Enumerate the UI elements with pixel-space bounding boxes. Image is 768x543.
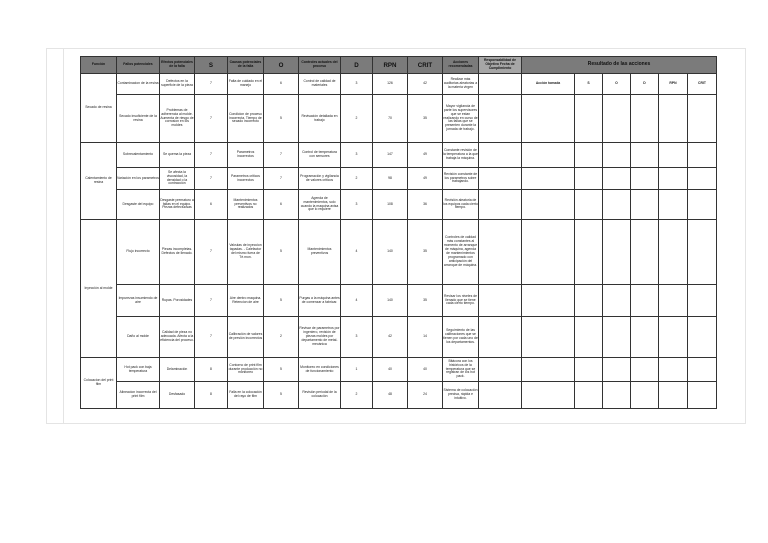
control-cell: Purgas a la máquina antes de comenzar a fabricar. [299, 285, 341, 317]
control-cell: Revisión periodal de la colocación [299, 382, 341, 409]
s-cell: 7 [195, 74, 228, 95]
rpn-cell: 108 [373, 190, 408, 220]
control-cell: Control de temperatura con sensores [299, 143, 341, 168]
accion-cell: Seguimiento de las calibraciones que se tienen por cada uno de los departamentos. [443, 317, 479, 358]
o-cell: 5 [264, 382, 299, 409]
header-fallos: Fallos potenciales [117, 57, 160, 74]
causa-cell: Falla en la colocación del rayo de film [228, 382, 264, 409]
funcion-cell: Inyección al molde [81, 220, 117, 358]
responsabilidad-cell [479, 317, 522, 358]
s-cell: 7 [195, 143, 228, 168]
control-cell: Revisación detallada en trabajo [299, 95, 341, 143]
s-cell: 6 [195, 190, 228, 220]
result-rpn-cell: RPN [659, 74, 688, 95]
result-cell [659, 168, 688, 190]
efecto-cell: Se quema la pieza [160, 143, 195, 168]
fallo-cell: Alineacion incorrecta del print film [117, 382, 160, 409]
accion-tomada-cell: Acción tomada [522, 74, 575, 95]
d-cell: 2 [341, 382, 373, 409]
responsabilidad-cell [479, 220, 522, 285]
result-cell [688, 285, 717, 317]
result-cell [631, 382, 659, 409]
result-cell [631, 95, 659, 143]
s-cell: 7 [195, 220, 228, 285]
result-cell [575, 285, 603, 317]
funcion-cell: Colocacion del print film [81, 358, 117, 409]
gridline [745, 48, 746, 424]
causa-cell: Aire dentro maquina. Retencion de aire [228, 285, 264, 317]
causa-cell: Valvulas de inyeccion tapadas. - Calefactor del mismo fuera de Té.mon. [228, 220, 264, 285]
result-cell [522, 358, 575, 382]
header-responsabilidad: Responsabilidad de Objetivo Fecha de Cumplimiento [479, 57, 522, 74]
result-cell [659, 382, 688, 409]
crit-cell: 35 [408, 95, 443, 143]
o-cell: 2 [264, 317, 299, 358]
result-cell [631, 220, 659, 285]
accion-cell: Realizar más auditorias aleatorias a la materia virgen [443, 74, 479, 95]
result-cell [659, 220, 688, 285]
d-cell: 4 [341, 285, 373, 317]
header-o: O [264, 57, 299, 74]
result-cell [631, 317, 659, 358]
rpn-cell: 140 [373, 220, 408, 285]
o-cell: 5 [264, 285, 299, 317]
fallo-cell: Flujo incorrecto [117, 220, 160, 285]
fallo-cell: Contaminacion de la resina [117, 74, 160, 95]
result-cell [631, 190, 659, 220]
responsabilidad-cell [479, 382, 522, 409]
result-cell [659, 285, 688, 317]
fallo-cell: Impurezas insumiendo de aire [117, 285, 160, 317]
gridline [46, 423, 746, 424]
result-cell [659, 143, 688, 168]
gridline [46, 48, 746, 49]
crit-cell: 42 [408, 74, 443, 95]
header-controles: Controles actuales del proceso [299, 57, 341, 74]
result-cell [688, 382, 717, 409]
result-cell [522, 317, 575, 358]
d-cell: 2 [341, 168, 373, 190]
result-cell [631, 285, 659, 317]
accion-cell: Revisión aleatoria de los equipos cada cierto tiempo. [443, 190, 479, 220]
crit-cell: 49 [408, 168, 443, 190]
d-cell: 4 [341, 220, 373, 285]
result-cell [603, 143, 631, 168]
o-cell: 5 [264, 95, 299, 143]
s-cell: 8 [195, 382, 228, 409]
s-cell: 8 [195, 358, 228, 382]
result-cell [631, 358, 659, 382]
d-cell: 2 [341, 95, 373, 143]
causa-cell: Calibración de valores de presión incorrectos [228, 317, 264, 358]
result-cell [522, 95, 575, 143]
crit-cell: 49 [408, 143, 443, 168]
crit-cell: 24 [408, 382, 443, 409]
rpn-cell: 126 [373, 74, 408, 95]
result-cell [603, 317, 631, 358]
rpn-cell: 147 [373, 143, 408, 168]
efecto-cell: Piezas incompletas. Defectos de llenado. [160, 220, 195, 285]
header-rpn: RPN [373, 57, 408, 74]
fallo-cell: Variación en los parametros [117, 168, 160, 190]
crit-cell: 36 [408, 190, 443, 220]
result-cell [575, 190, 603, 220]
causa-cell: Mantenimientos preventivos no realizados [228, 190, 264, 220]
efecto-cell: Delaminación [160, 358, 195, 382]
result-cell [631, 168, 659, 190]
accion-cell: Bitácora con los históricos de la temperatura que se registran de los hot pack. [443, 358, 479, 382]
fallo-cell: Daño al molde [117, 317, 160, 358]
header-s: S [195, 57, 228, 74]
result-cell [603, 95, 631, 143]
result-cell [659, 95, 688, 143]
result-cell [575, 382, 603, 409]
d-cell: 3 [341, 143, 373, 168]
o-cell: 5 [264, 220, 299, 285]
rpn-cell: 98 [373, 168, 408, 190]
header-resultado: Resultado de las acciones [522, 57, 717, 74]
causa-cell: Falta de cuidado en el manejo [228, 74, 264, 95]
crit-cell: 35 [408, 285, 443, 317]
s-cell: 7 [195, 95, 228, 143]
d-cell: 1 [341, 358, 373, 382]
result-cell [603, 168, 631, 190]
result-cell [688, 358, 717, 382]
efecto-cell: Desfasado [160, 382, 195, 409]
funcion-cell: Calentamiento de resina [81, 143, 117, 220]
result-cell [688, 168, 717, 190]
accion-cell: Sistema de colocación precisa, rápida e intuitivo. [443, 382, 479, 409]
crit-cell: 40 [408, 358, 443, 382]
result-s-cell: S [575, 74, 603, 95]
efecto-cell: Desgaste prematuro a fallas en el equipo. Piezas defectuosas [160, 190, 195, 220]
rpn-cell: 140 [373, 285, 408, 317]
o-cell: 6 [264, 74, 299, 95]
d-cell: 3 [341, 74, 373, 95]
control-cell: Mantenimientos preventivos [299, 220, 341, 285]
fmea-table [80, 56, 717, 409]
accion-cell: Constante revisión de la temperatura a la que trabaja la máquina. [443, 143, 479, 168]
responsabilidad-cell [479, 285, 522, 317]
crit-cell: 35 [408, 220, 443, 285]
fallo-cell: Sobrecalentamiento [117, 143, 160, 168]
d-cell: 3 [341, 317, 373, 358]
result-cell [603, 220, 631, 285]
efecto-cell: Se afecta la viscosidad, la densidad o la contracción [160, 168, 195, 190]
causa-cell: Parametros incorrectos [228, 143, 264, 168]
header-funcion: Función [81, 57, 117, 74]
result-cell [659, 358, 688, 382]
control-cell: Agenda de mantenimientos, solo cuando la maquina avisa que lo requiere [299, 190, 341, 220]
result-cell [603, 190, 631, 220]
o-cell: 6 [264, 190, 299, 220]
result-cell [522, 382, 575, 409]
accion-cell: Revisión constante de los parametros sobre trabajando. [443, 168, 479, 190]
result-d-cell: D [631, 74, 659, 95]
causa-cell: Condicion de proceso incorrecta. Tiempo de secado incorrecto [228, 95, 264, 143]
header-efectos: Efectos potenciales de la falla [160, 57, 195, 74]
header-crit: CRIT [408, 57, 443, 74]
efecto-cell: Problemas de adherencia al molde. Aumenta de riesgo de corrosion en los moldes [160, 95, 195, 143]
rpn-cell: 40 [373, 358, 408, 382]
result-cell [688, 95, 717, 143]
control-cell: Control de calidad de materiales [299, 74, 341, 95]
causa-cell: Parametros criticos incorrectos [228, 168, 264, 190]
result-cell [688, 190, 717, 220]
result-cell [575, 168, 603, 190]
result-cell [659, 190, 688, 220]
fallo-cell: Secado insuficiente de la resina [117, 95, 160, 143]
result-cell [688, 317, 717, 358]
s-cell: 7 [195, 168, 228, 190]
result-cell [575, 95, 603, 143]
crit-cell: 14 [408, 317, 443, 358]
o-cell: 7 [264, 143, 299, 168]
efecto-cell: Defectos en la superficie de la pieza [160, 74, 195, 95]
result-cell [575, 358, 603, 382]
result-cell [575, 220, 603, 285]
result-cell [522, 168, 575, 190]
gridline [46, 48, 47, 424]
result-cell [603, 358, 631, 382]
accion-cell: Controles de calidad más constantes al momento de arranque de máquina, agenda de mantenimientos programado con anticipación del arranque de máquina. [443, 220, 479, 285]
accion-cell: Revisar los niveles de llenado que se tiene cada cierto tiempo. [443, 285, 479, 317]
result-cell [688, 143, 717, 168]
control-cell: Programación y vigilancia de valores criticos [299, 168, 341, 190]
result-cell [688, 220, 717, 285]
s-cell: 7 [195, 285, 228, 317]
fallo-cell: Desgaste del equipo [117, 190, 160, 220]
causa-cell: Contorno de print film durante producción no monitoreo [228, 358, 264, 382]
result-o-cell: O [603, 74, 631, 95]
responsabilidad-cell [479, 358, 522, 382]
result-cell [522, 285, 575, 317]
header-d: D [341, 57, 373, 74]
result-cell [575, 317, 603, 358]
o-cell: 7 [264, 168, 299, 190]
responsabilidad-cell [479, 168, 522, 190]
result-cell [522, 190, 575, 220]
fallo-cell: Hot pack con baja temperatura [117, 358, 160, 382]
gridline [63, 48, 64, 424]
rpn-cell: 48 [373, 382, 408, 409]
efecto-cell: Calidad de pieza no adecuada. Afecta a la eficiencia del proceso. [160, 317, 195, 358]
responsabilidad-cell [479, 143, 522, 168]
result-cell [522, 143, 575, 168]
o-cell: 5 [264, 358, 299, 382]
result-cell [659, 317, 688, 358]
funcion-cell: Secado de resina [81, 74, 117, 143]
result-crit-cell: CRIT [688, 74, 717, 95]
accion-cell: Mayor vigilancia de parte los supervisores que se estan realizando en curso de las fallas que se presenten durante la jornada de trabajo. [443, 95, 479, 143]
result-cell [603, 382, 631, 409]
efecto-cell: Rupas. Porosidades [160, 285, 195, 317]
control-cell: Monitoreo en condiciones de funcionamiento [299, 358, 341, 382]
result-cell [522, 220, 575, 285]
d-cell: 3 [341, 190, 373, 220]
responsabilidad-cell [479, 74, 522, 95]
result-cell [603, 285, 631, 317]
rpn-cell: 70 [373, 95, 408, 143]
header-acciones: Acciones recomendadas [443, 57, 479, 74]
s-cell: 7 [195, 317, 228, 358]
header-causas: Causas potenciales de la falla [228, 57, 264, 74]
responsabilidad-cell [479, 190, 522, 220]
responsabilidad-cell [479, 95, 522, 143]
control-cell: Revisar de parametros por ingeniero, revisión de piezas moldes por departamento de metal-mecánica [299, 317, 341, 358]
result-cell [575, 143, 603, 168]
rpn-cell: 42 [373, 317, 408, 358]
result-cell [631, 143, 659, 168]
